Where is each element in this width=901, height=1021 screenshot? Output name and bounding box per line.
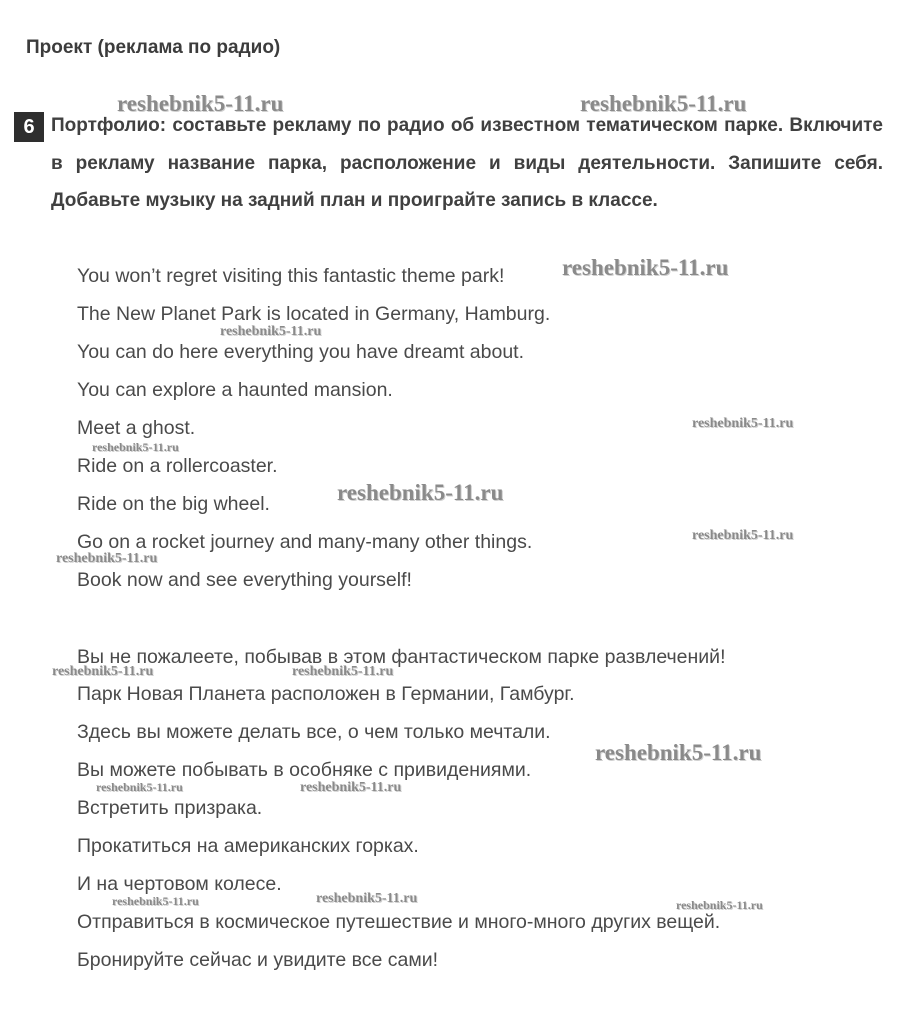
english-line: You won’t regret visiting this fantastic theme park! [77,265,505,287]
russian-line: Здесь вы можете делать все, о чем только мечтали. [77,721,551,743]
english-line: You can do here everything you have dreamt about. [77,341,525,363]
russian-line: Отправиться в космическое путешествие и много-много других вещей. [77,911,721,933]
english-line: Ride on the big wheel. [77,493,270,515]
english-line: You can explore a haunted mansion. [77,379,393,401]
watermark: reshebnik5-11.ru [562,255,729,280]
english-line: Go on a rocket journey and many-many other things. [77,531,533,553]
watermark: reshebnik5-11.ru [595,740,762,765]
watermark: reshebnik5-11.ru [580,91,747,116]
watermark: reshebnik5-11.ru [676,898,763,912]
russian-line: Парк Новая Планета расположен в Германии, Гамбург. [77,683,575,705]
watermark: reshebnik5-11.ru [52,664,154,679]
english-line: Ride on a rollercoaster. [77,455,278,477]
watermark: reshebnik5-11.ru [692,416,794,431]
task-number-badge: 6 [14,112,44,142]
english-line: The New Planet Park is located in Germany, Hamburg. [77,303,551,325]
watermark: reshebnik5-11.ru [337,480,504,505]
watermark: reshebnik5-11.ru [96,780,183,794]
watermark: reshebnik5-11.ru [316,891,418,906]
russian-line: Вы можете побывать в особняке с привидениями. [77,759,532,781]
watermark: reshebnik5-11.ru [117,91,284,116]
watermark: reshebnik5-11.ru [56,551,158,566]
watermark: reshebnik5-11.ru [92,440,179,454]
page-heading: Проект (реклама по радио) [26,37,281,58]
watermark: reshebnik5-11.ru [292,664,394,679]
russian-line: И на чертовом колесе. [77,873,282,895]
watermark: reshebnik5-11.ru [112,894,199,908]
russian-line: Бронируйте сейчас и увидите все сами! [77,949,439,971]
russian-line: Встретить призрака. [77,797,263,819]
watermark: reshebnik5-11.ru [692,528,794,543]
russian-line: Прокатиться на американских горках. [77,835,419,857]
watermark: reshebnik5-11.ru [220,324,322,339]
russian-line: Вы не пожалеете, побывав в этом фантастическом парке развлечений! [77,646,726,668]
english-line: Meet a ghost. [77,417,196,439]
task-instructions: Портфолио: составьте рекламу по радио об известном тематическом парке. Включите в рекламу название парка, расположение и виды деятельности. Запишите себя. Добавьте музыку на задний план и проиграйте запись в классе. [51,115,883,212]
watermark: reshebnik5-11.ru [300,780,402,795]
english-line: Book now and see everything yourself! [77,569,412,591]
